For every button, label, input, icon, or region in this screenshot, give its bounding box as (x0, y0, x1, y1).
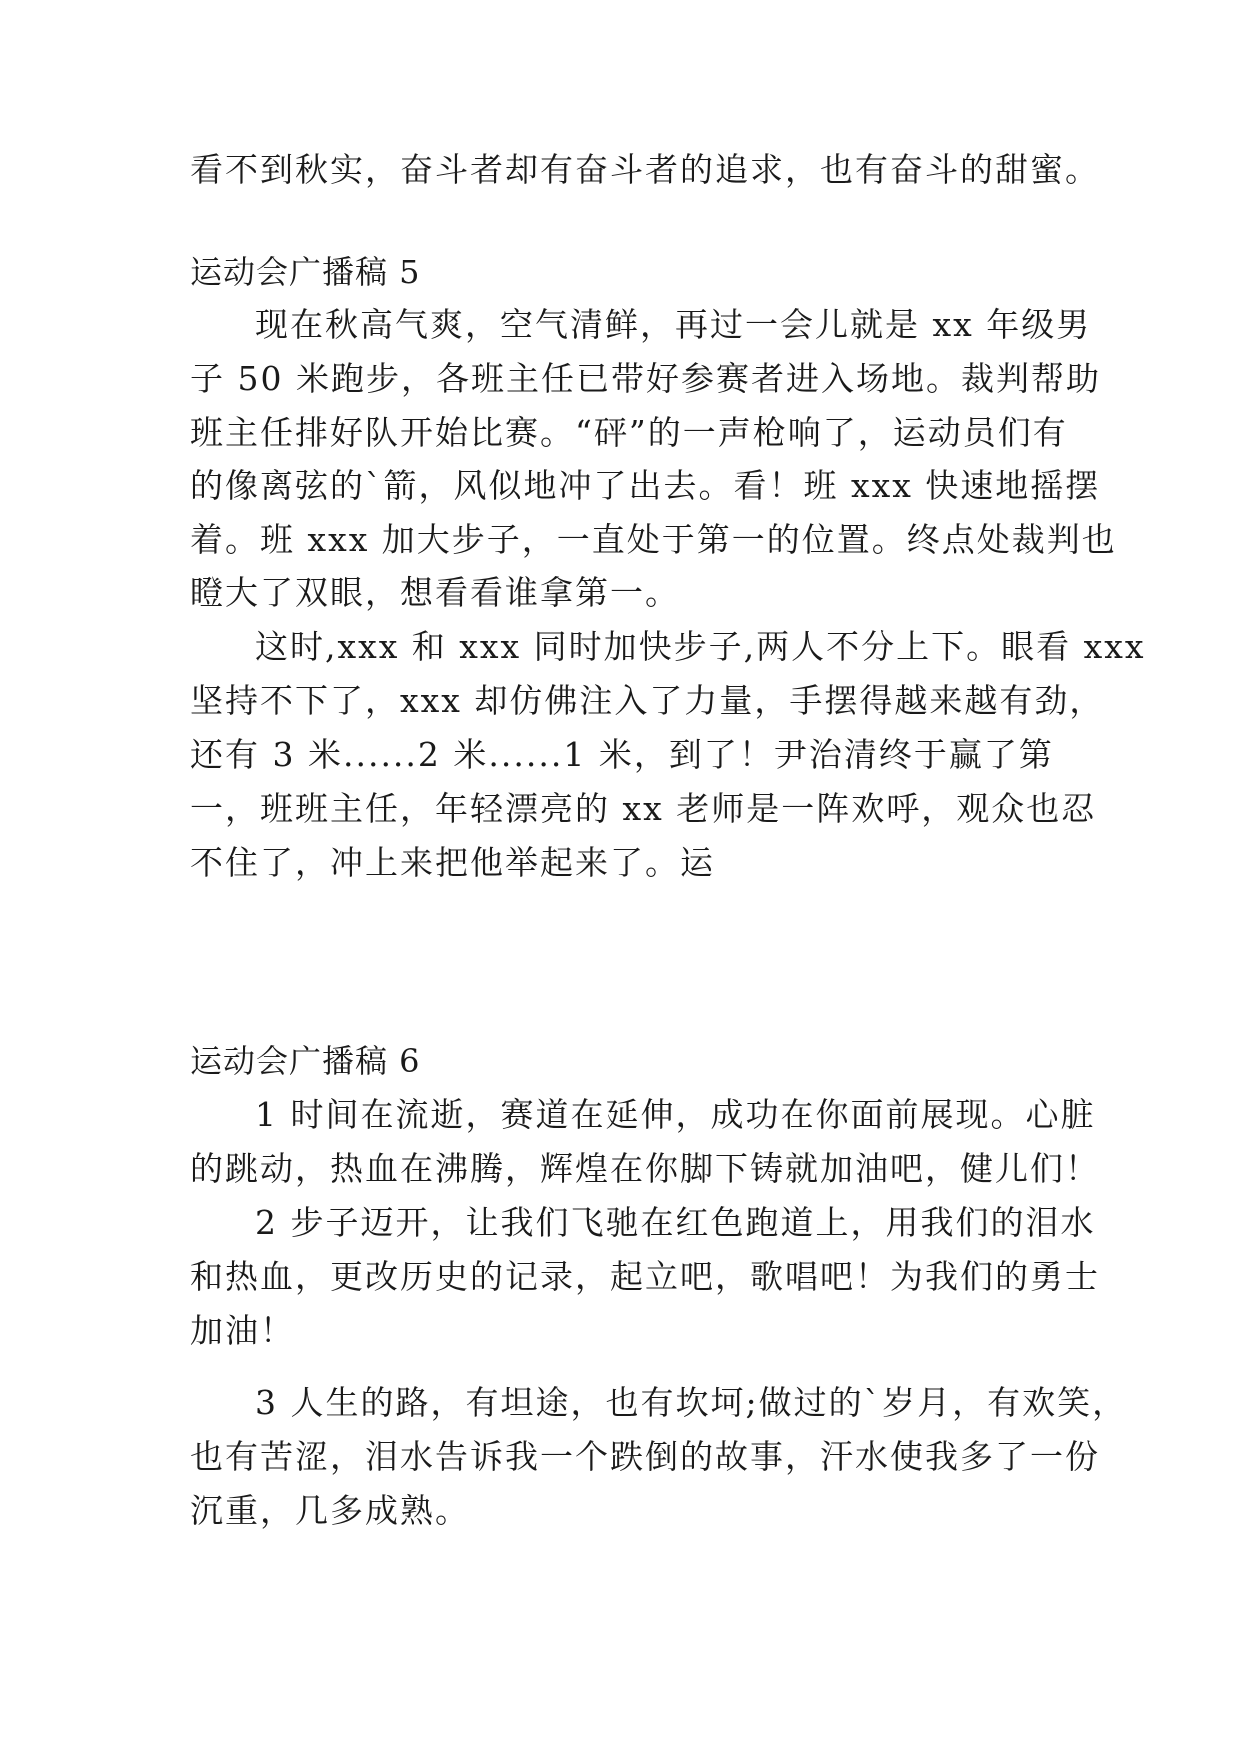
s5-p2-line-5: 不住了，冲上来把他举起来了。运 (190, 843, 715, 882)
s5-p1-line-3: 班主任排好队开始比赛。“砰”的一声枪响了，运动员们有 (190, 413, 1068, 452)
s5-p2-line-1: 这时,xxx 和 xxx 同时加快步子,两人不分上下。眼看 xxx (255, 627, 1146, 666)
intro-line: 看不到秋实，奋斗者却有奋斗者的追求，也有奋斗的甜蜜。 (190, 150, 1100, 189)
section-6-title: 运动会广播稿 6 (190, 1042, 421, 1080)
s6-p2-line-2: 和热血，更改历史的记录，起立吧，歌唱吧！为我们的勇士 (190, 1257, 1100, 1296)
section-5-title: 运动会广播稿 5 (190, 253, 421, 291)
s6-p3-line-2: 也有苦涩，泪水告诉我一个跌倒的故事，汗水使我多了一份 (190, 1437, 1100, 1476)
s6-p2-line-3: 加油！ (190, 1311, 295, 1350)
s5-p1-line-5: 着。班 xxx 加大步子，一直处于第一的位置。终点处裁判也 (190, 520, 1117, 559)
s6-p1-line-2: 的跳动，热血在沸腾，辉煌在你脚下铸就加油吧，健儿们！ (190, 1149, 1100, 1188)
s5-p1-line-6: 瞪大了双眼，想看看谁拿第一。 (190, 573, 680, 612)
s5-p2-line-4: 一，班班主任，年轻漂亮的 xx 老师是一阵欢呼，观众也忍 (190, 789, 1097, 828)
s6-p3-line-3: 沉重，几多成熟。 (190, 1491, 470, 1530)
s5-p1-line-1: 现在秋高气爽，空气清鲜，再过一会儿就是 xx 年级男 (255, 305, 1092, 344)
s5-p2-line-3: 还有 3 米......2 米......1 米，到了！尹治清终于赢了第 (190, 735, 1054, 774)
s6-p3-line-1: 3 人生的路，有坦途，也有坎坷;做过的`岁月，有欢笑， (255, 1383, 1128, 1422)
s5-p2-line-2: 坚持不下了，xxx 却仿佛注入了力量，手摆得越来越有劲， (190, 681, 1105, 720)
s6-p2-line-1: 2 步子迈开，让我们飞驰在红色跑道上，用我们的泪水 (255, 1203, 1096, 1242)
s5-p1-line-4: 的像离弦的`箭，风似地冲了出去。看！班 xxx 快速地摇摆 (190, 466, 1101, 505)
s5-p1-line-2: 子 50 米跑步，各班主任已带好参赛者进入场地。裁判帮助 (190, 359, 1101, 398)
s6-p1-line-1: 1 时间在流逝，赛道在延伸，成功在你面前展现。心脏 (255, 1095, 1096, 1134)
